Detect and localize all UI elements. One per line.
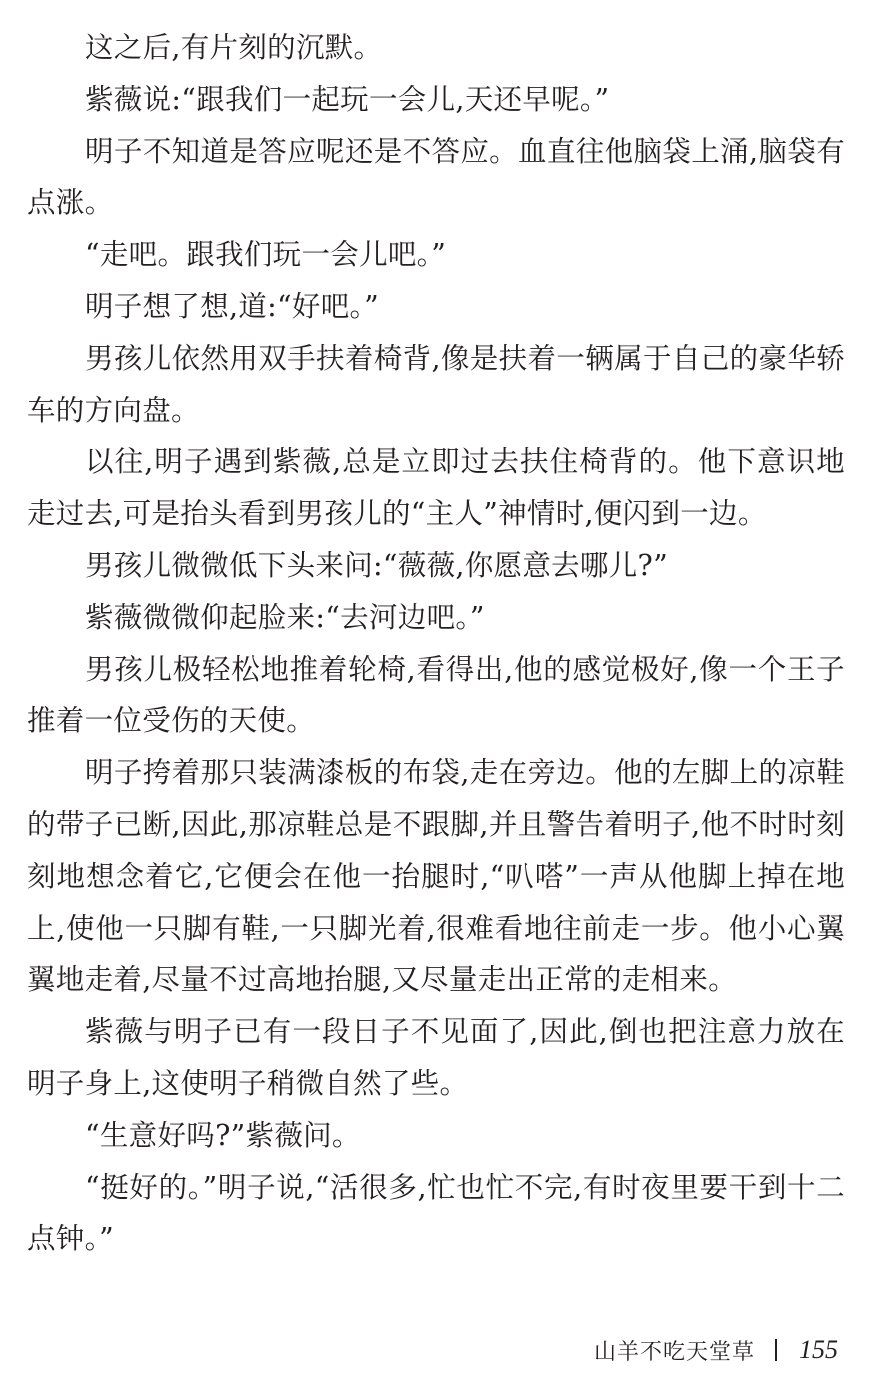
paragraph: 这之后,有片刻的沉默。 — [85, 31, 383, 64]
paragraph: “走吧。跟我们玩一会儿吧。” — [85, 238, 447, 272]
paragraph: 紫薇微微仰起脸来:“去河边吧。” — [85, 600, 485, 634]
paragraph: 男孩儿微微低下头来问:“薇薇,你愿意去哪儿?” — [85, 548, 668, 582]
paragraph: 以往,明子遇到紫薇,总是立即过去扶住椅背的。他下意识地走过去,可是抬头看到男孩儿的“主人”神情时,便闪到一边。 — [27, 445, 845, 531]
paragraph: 男孩儿依然用双手扶着椅背,像是扶着一辆属于自己的豪华轿车的方向盘。 — [27, 341, 845, 427]
page-footer — [594, 1333, 838, 1367]
footer-divider — [775, 1339, 777, 1361]
paragraph: 明子不知道是答应呢还是不答应。血直往他脑袋上涌,脑袋有点涨。 — [27, 134, 845, 220]
page-number: 155 — [799, 1335, 838, 1364]
page-body — [27, 22, 845, 1265]
paragraph: 男孩儿极轻松地推着轮椅,看得出,他的感觉极好,像一个王子推着一位受伤的天使。 — [27, 652, 845, 738]
paragraph: 明子挎着那只装满漆板的布袋,走在旁边。他的左脚上的凉鞋的带子已断,因此,那凉鞋总是不跟脚,并且警告着明子,他不时时刻刻地想念着它,它便会在他一抬腿时,“叭嗒”一声从他脚上掉在地上,使他一只脚有鞋,一只脚光着,很难看地往前走一步。他小心翼翼地走着,尽量不过高地抬腿,又尽量走出正常的走相来。 — [27, 756, 845, 997]
paragraph: 紫薇说:“跟我们一起玩一会儿,天还早呢。” — [85, 82, 610, 116]
paragraph: 紫薇与明子已有一段日子不见面了,因此,倒也把注意力放在明子身上,这使明子稍微自然了些。 — [27, 1015, 845, 1100]
paragraph: 明子想了想,道:“好吧。” — [85, 289, 379, 323]
paragraph: “生意好吗?”紫薇问。 — [85, 1118, 361, 1152]
book-title: 山羊不吃天堂草 — [593, 1339, 755, 1365]
paragraph: “挺好的。”明子说,“活很多,忙也忙不完,有时夜里要干到十二点钟。” — [27, 1170, 845, 1256]
